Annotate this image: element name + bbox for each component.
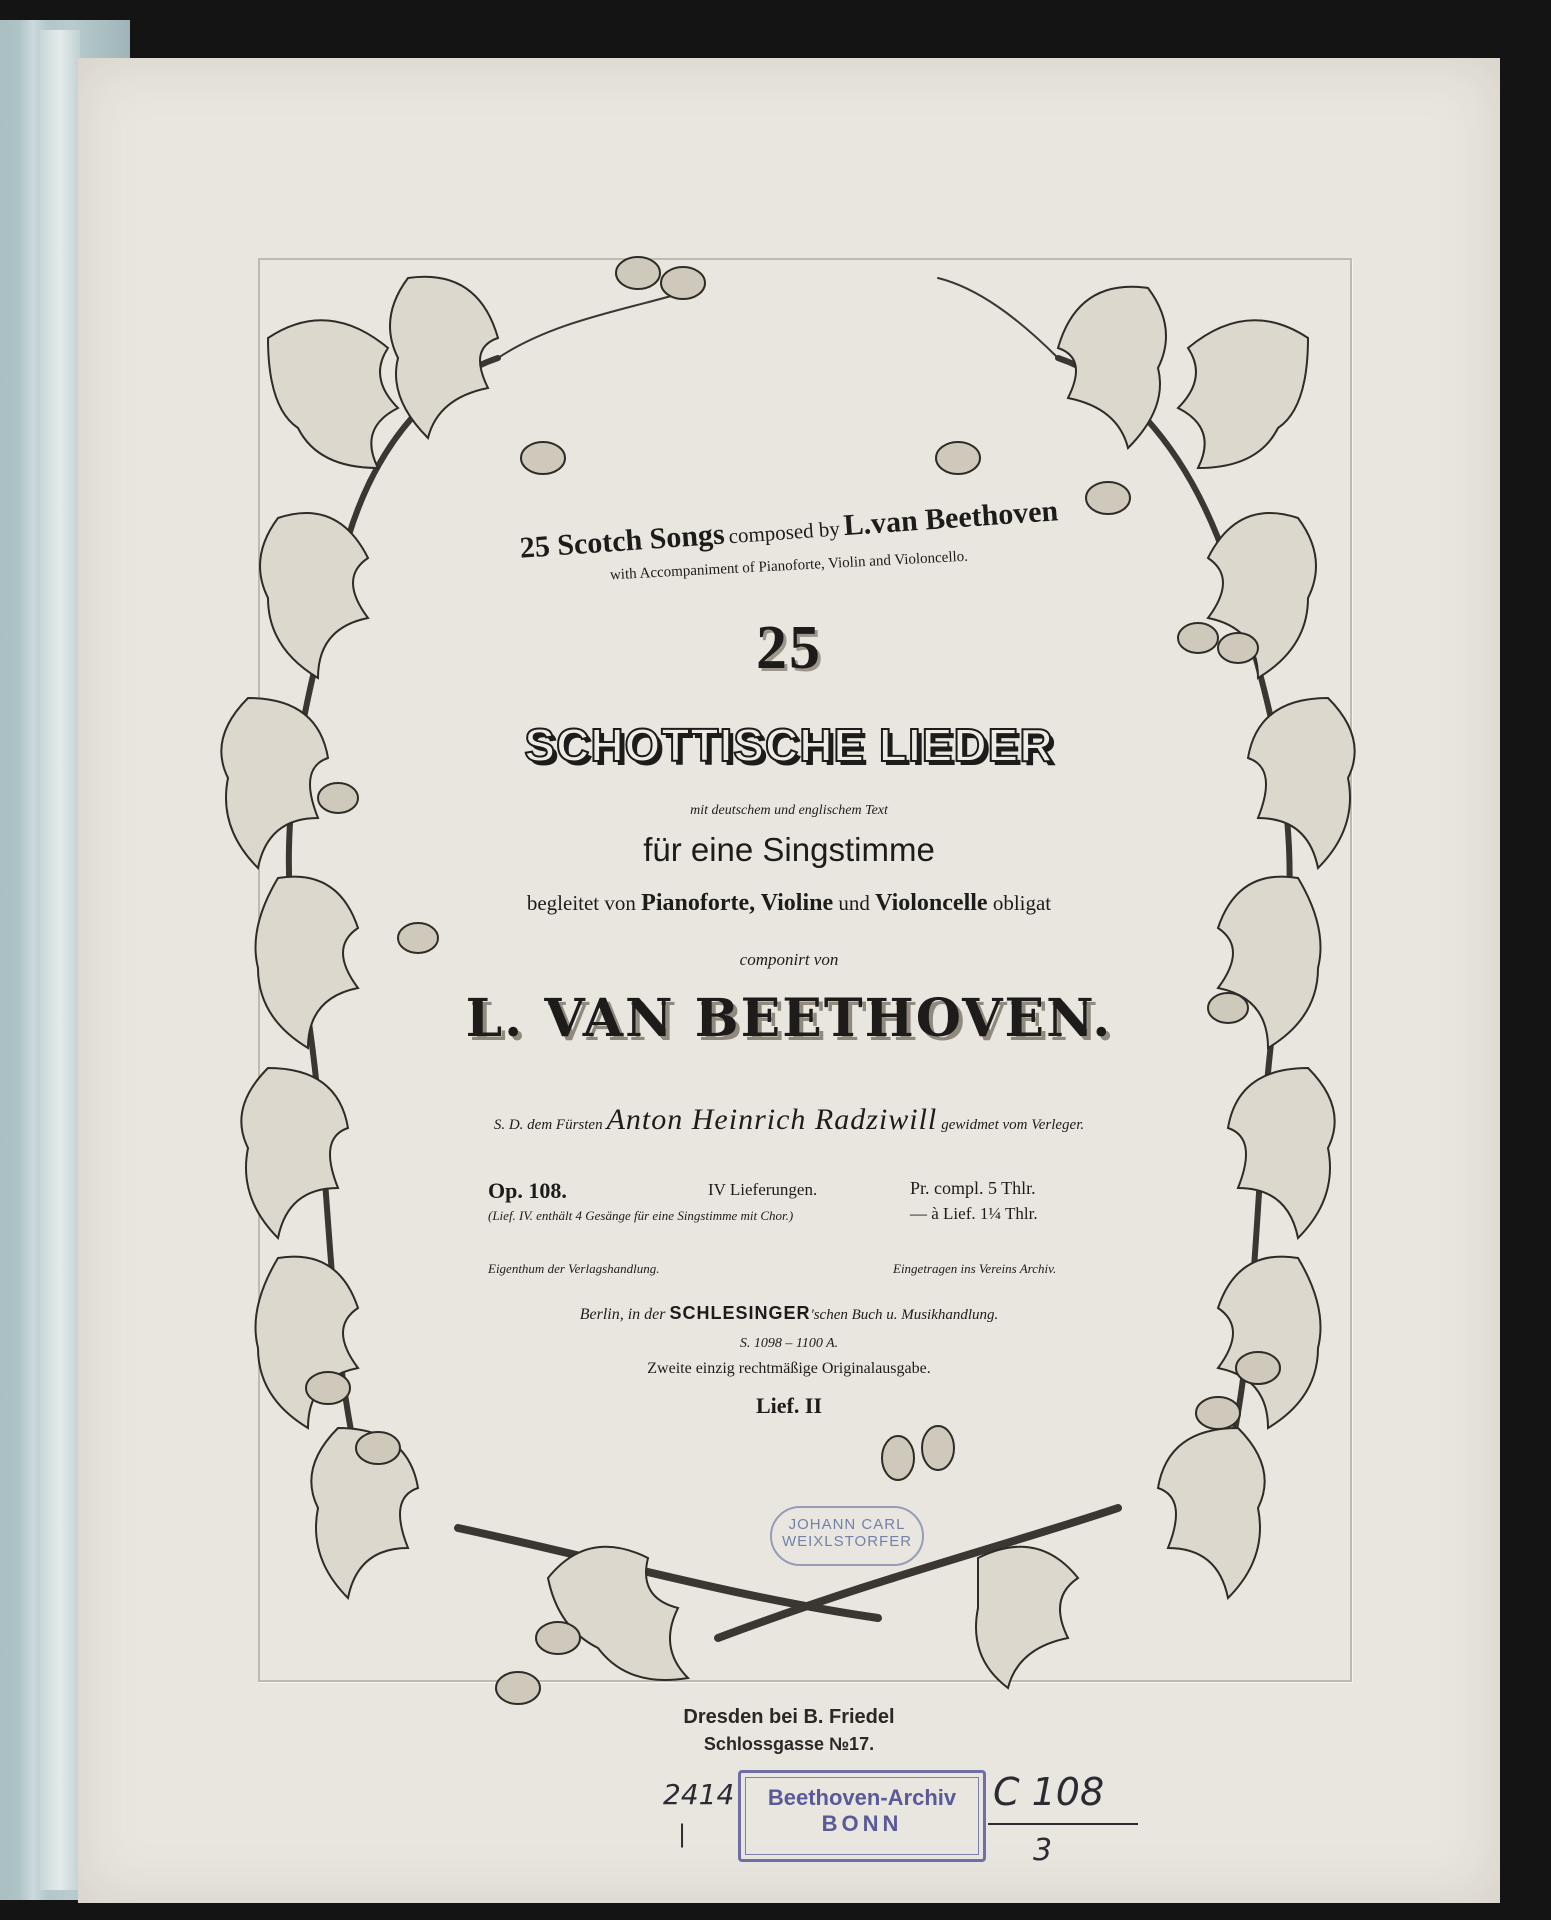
- title-page: [78, 58, 1500, 1903]
- property-note: Eigenthum der Verlagshandlung.: [488, 1261, 660, 1276]
- oak-leaf: [976, 1547, 1078, 1688]
- volume-number: 3: [1033, 1833, 1053, 1868]
- composed-by: componirt von: [739, 950, 839, 969]
- acorn: [661, 267, 705, 299]
- acorn: [496, 1672, 540, 1704]
- shelf-mark: C 108: [993, 1770, 1105, 1814]
- english-title-count: 25 Scotch Songs: [518, 517, 726, 565]
- accompaniment-and: und: [838, 891, 870, 915]
- plate-numbers: S. 1098 – 1100 A.: [739, 1336, 839, 1351]
- shelf-mark-underline: [988, 1823, 1138, 1825]
- acorn: [882, 1436, 914, 1480]
- acorn: [356, 1432, 400, 1464]
- publisher-suffix: 'schen Buch u. Musikhandlung.: [810, 1307, 999, 1323]
- main-title: SCHOTTISCHE LIEDER: [524, 719, 1054, 771]
- composer-name: L. VAN BEETHOVEN.: [465, 988, 1113, 1049]
- english-title-composer: L.van Beethoven: [842, 494, 1060, 543]
- accompaniment-cello: Violoncelle: [875, 890, 988, 916]
- acorn: [922, 1426, 954, 1470]
- dedication-prefix: S. D. dem Fürsten: [493, 1117, 603, 1133]
- accompaniment-instruments: Pianoforte, Violine: [641, 890, 834, 916]
- price-complete: Pr. compl. 5 Thlr.: [910, 1178, 1036, 1198]
- acorn: [616, 257, 660, 289]
- publisher-line: [78, 1303, 1500, 1324]
- oak-leaf: [548, 1547, 688, 1680]
- inventory-number: 2414: [663, 1778, 735, 1811]
- registered-note: Eingetragen ins Vereins Archiv.: [893, 1261, 1057, 1276]
- dealer-stamp-line2: Schlossgasse №17.: [703, 1734, 875, 1754]
- language-note: mit deutschem und englischem Text: [690, 803, 888, 818]
- oak-leaf: [1228, 1068, 1335, 1238]
- oak-leaf: [1178, 320, 1308, 468]
- acorn: [936, 442, 980, 474]
- publisher-name: SCHLESINGER: [669, 1303, 811, 1323]
- deliveries: IV Lieferungen.: [708, 1180, 818, 1199]
- edition-note: Zweite einzig rechtmäßige Originalausgabe.: [647, 1360, 931, 1377]
- english-subtitle: with Accompaniment of Pianoforte, Violin and Violoncello.: [609, 548, 969, 584]
- archive-stamp-line1: Beethoven-Archiv: [767, 1785, 957, 1810]
- acorn: [398, 923, 438, 953]
- acorn: [521, 442, 565, 474]
- oak-leaf: [1158, 1428, 1265, 1598]
- accompaniment-prefix: begleitet von: [526, 891, 636, 915]
- top-twig-left: [498, 288, 698, 358]
- oak-leaf: [268, 320, 398, 468]
- opus-number: Op. 108.: [488, 1178, 567, 1203]
- dealer-stamp-line1: Dresden bei B. Friedel: [683, 1706, 895, 1728]
- oak-leaf: [390, 277, 498, 438]
- top-twig-right: [938, 278, 1058, 358]
- archive-stamp: [738, 1770, 986, 1862]
- oak-wreath-illustration: [78, 58, 1500, 1903]
- book-spine: [40, 30, 80, 1890]
- inventory-mark: |: [678, 1820, 687, 1848]
- price-per-part: — à Lief. 1¼ Thlr.: [910, 1204, 1038, 1223]
- voice-line: für eine Singstimme: [643, 831, 935, 868]
- dedication-name: Anton Heinrich Radziwill: [606, 1103, 938, 1136]
- oak-leaf: [241, 1068, 348, 1238]
- acorn: [536, 1622, 580, 1654]
- accompaniment-obligat: obligat: [992, 891, 1052, 915]
- dedication: [78, 1103, 1500, 1137]
- owner-stamp-line2: WEIXLSTORFER: [781, 1533, 913, 1550]
- part-number: Lief. II: [756, 1393, 822, 1418]
- owner-stamp: [770, 1506, 924, 1566]
- owner-stamp-line1: JOHANN CARL: [788, 1516, 906, 1533]
- publisher-prefix: Berlin, in der: [579, 1306, 666, 1323]
- opus-note: (Lief. IV. enthält 4 Gesänge für eine Singstimme mit Chor.): [488, 1208, 794, 1223]
- accompaniment-line: [78, 890, 1500, 917]
- title-number: 25: [756, 614, 822, 682]
- dedication-suffix: gewidmet vom Verleger.: [941, 1117, 1085, 1133]
- archive-stamp-line2: BONN: [821, 1811, 903, 1836]
- english-title-composed: composed by: [727, 516, 841, 549]
